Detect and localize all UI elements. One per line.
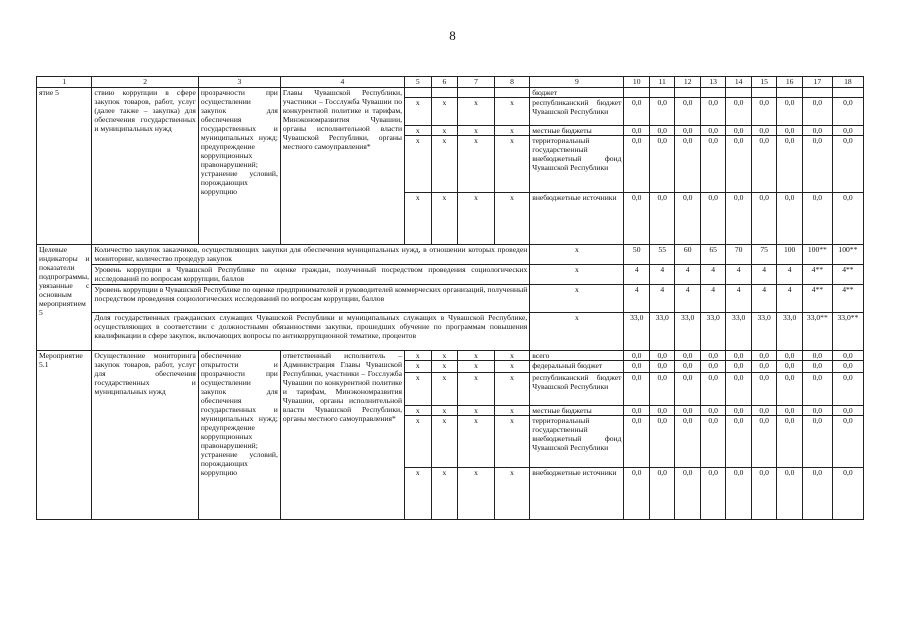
block1-description-cell: ствию коррупции в сфере закупок товаров, работ, услуг (далее также – закупка) для обеспечения государственных и муниципальных нужд (92, 88, 198, 245)
x-cell: x (494, 416, 529, 468)
value-cell: 0,0 (751, 416, 776, 468)
x-cell: x (458, 373, 495, 406)
value-cell: 0,0 (675, 126, 700, 136)
value-cell: 4** (832, 285, 863, 313)
value-cell: 33,0** (802, 313, 832, 351)
value-cell: 0,0 (751, 361, 776, 373)
value-cell: 0,0 (726, 98, 751, 126)
value-cell: 4 (751, 285, 776, 313)
value-cell: 33,0 (624, 313, 649, 351)
x-cell: x (405, 193, 432, 245)
value-cell: 0,0 (726, 361, 751, 373)
value-cell (649, 88, 674, 98)
value-cell: 0,0 (777, 193, 802, 245)
value-cell: 0,0 (649, 98, 674, 126)
indicator-row (37, 285, 864, 313)
funding-source-cell: территориальный государственный внебюджетный фонд Чувашской Республики (530, 136, 624, 193)
value-cell: 0,0 (675, 361, 700, 373)
value-cell: 0,0 (751, 468, 776, 520)
value-cell: 0,0 (832, 98, 863, 126)
x-cell: x (405, 416, 432, 468)
x-cell: x (494, 351, 529, 361)
column-header: 3 (198, 77, 280, 88)
value-cell (675, 88, 700, 98)
value-cell: 0,0 (649, 416, 674, 468)
value-cell: 0,0 (624, 373, 649, 406)
column-header: 17 (802, 77, 832, 88)
column-header: 4 (280, 77, 404, 88)
value-cell: 4** (802, 285, 832, 313)
value-cell: 0,0 (726, 351, 751, 361)
value-cell: 0,0 (751, 406, 776, 416)
value-cell: 0,0 (649, 468, 674, 520)
x-cell: x (494, 373, 529, 406)
x-cell: x (405, 126, 432, 136)
column-header: 1 (37, 77, 92, 88)
value-cell: 0,0 (832, 406, 863, 416)
value-cell: 0,0 (624, 351, 649, 361)
block1-goal-cell: прозрачности при осуществлении закупок для обеспечения государственных и муниципальных нужд; предупреждение коррупционных правонарушений; устранение условий, порождающих коррупцию (198, 88, 280, 245)
value-cell: 0,0 (649, 361, 674, 373)
value-cell: 0,0 (726, 193, 751, 245)
indicator-row (37, 265, 864, 285)
value-cell: 0,0 (832, 136, 863, 193)
x-cell: x (530, 285, 624, 313)
value-cell: 0,0 (624, 136, 649, 193)
value-cell: 60 (675, 245, 700, 265)
column-header: 12 (675, 77, 700, 88)
value-cell: 0,0 (624, 406, 649, 416)
value-cell: 0,0 (700, 136, 725, 193)
value-cell: 0,0 (802, 416, 832, 468)
value-cell: 0,0 (777, 361, 802, 373)
value-cell: 0,0 (832, 126, 863, 136)
value-cell: 0,0 (802, 468, 832, 520)
value-cell: 0,0 (700, 98, 725, 126)
value-cell: 0,0 (777, 406, 802, 416)
header-row (37, 77, 864, 88)
value-cell: 0,0 (675, 193, 700, 245)
x-cell: x (431, 136, 458, 193)
x-cell (405, 88, 432, 98)
value-cell: 0,0 (726, 416, 751, 468)
funding-source-cell: местные бюджеты (530, 126, 624, 136)
value-cell: 0,0 (675, 351, 700, 361)
indicator-text-cell: Количество закупок заказчиков, осуществляющих закупки для обеспечения муниципальных нужд, в отношении которых проведен мониторинг, количество процедур закупок (92, 245, 530, 265)
value-cell: 0,0 (700, 193, 725, 245)
value-cell: 0,0 (777, 126, 802, 136)
value-cell: 0,0 (700, 361, 725, 373)
value-cell: 4 (751, 265, 776, 285)
value-cell (802, 88, 832, 98)
column-header: 18 (832, 77, 863, 88)
value-cell (777, 88, 802, 98)
value-cell: 0,0 (777, 468, 802, 520)
value-cell (700, 88, 725, 98)
value-cell: 0,0 (675, 468, 700, 520)
block2-event-cell: Мероприятие 5.1 (37, 351, 92, 520)
value-cell: 0,0 (802, 98, 832, 126)
x-cell: x (458, 468, 495, 520)
column-header: 2 (92, 77, 198, 88)
value-cell: 4** (802, 265, 832, 285)
x-cell: x (530, 265, 624, 285)
value-cell: 4 (649, 285, 674, 313)
value-cell: 0,0 (726, 373, 751, 406)
table-row (37, 88, 864, 98)
value-cell: 0,0 (832, 193, 863, 245)
value-cell: 0,0 (624, 193, 649, 245)
value-cell: 4 (649, 265, 674, 285)
x-cell: x (458, 351, 495, 361)
x-cell: x (494, 193, 529, 245)
value-cell: 0,0 (802, 361, 832, 373)
value-cell: 4 (675, 265, 700, 285)
value-cell: 0,0 (700, 126, 725, 136)
value-cell: 65 (700, 245, 725, 265)
page-number: 8 (449, 28, 456, 43)
x-cell: x (405, 136, 432, 193)
block2-executor-cell: ответственный исполнитель – Администрация Главы Чувашской Республики, участники – Госслужба Чувашии по конкурентной политике и тарифам, Минэкономразвития Чувашии, органы исполнительной власти Чувашской Республики, органы местного самоуправления* (280, 351, 404, 520)
table-row (37, 351, 864, 361)
value-cell: 33,0** (832, 313, 863, 351)
value-cell: 50 (624, 245, 649, 265)
value-cell (832, 88, 863, 98)
column-header: 9 (530, 77, 624, 88)
value-cell: 0,0 (700, 416, 725, 468)
funding-source-cell: внебюджетные источники (530, 193, 624, 245)
x-cell: x (494, 98, 529, 126)
x-cell: x (405, 406, 432, 416)
column-header: 10 (624, 77, 649, 88)
x-cell: x (405, 351, 432, 361)
value-cell: 0,0 (751, 136, 776, 193)
x-cell: x (458, 98, 495, 126)
value-cell: 0,0 (832, 468, 863, 520)
x-cell: x (405, 373, 432, 406)
value-cell: 0,0 (649, 126, 674, 136)
value-cell (624, 88, 649, 98)
block1-executor-cell: Главы Чувашской Республики, участники – Госслужба Чувашии по конкурентной политике и тарифам, Минэкономразвития Чувашии, органы исполнительной власти Чувашской Республики, органы местного самоуправления* (280, 88, 404, 245)
value-cell: 0,0 (649, 406, 674, 416)
value-cell: 0,0 (777, 416, 802, 468)
column-header: 13 (700, 77, 725, 88)
value-cell: 0,0 (675, 406, 700, 416)
x-cell: x (405, 468, 432, 520)
value-cell: 0,0 (802, 126, 832, 136)
funding-source-cell: местные бюджеты (530, 406, 624, 416)
value-cell: 4 (624, 265, 649, 285)
value-cell: 0,0 (700, 373, 725, 406)
value-cell: 0,0 (832, 373, 863, 406)
value-cell: 33,0 (777, 313, 802, 351)
funding-source-cell: федеральный бюджет (530, 361, 624, 373)
value-cell: 0,0 (726, 136, 751, 193)
value-cell: 33,0 (649, 313, 674, 351)
value-cell: 0,0 (832, 351, 863, 361)
value-cell: 0,0 (802, 373, 832, 406)
x-cell: x (494, 468, 529, 520)
indicator-row (37, 245, 864, 265)
x-cell (458, 88, 495, 98)
x-cell: x (458, 126, 495, 136)
value-cell: 0,0 (802, 193, 832, 245)
x-cell: x (431, 406, 458, 416)
value-cell: 0,0 (624, 416, 649, 468)
value-cell: 0,0 (777, 351, 802, 361)
value-cell: 4** (832, 265, 863, 285)
value-cell: 0,0 (700, 351, 725, 361)
x-cell: x (431, 361, 458, 373)
value-cell: 0,0 (649, 351, 674, 361)
value-cell: 100** (802, 245, 832, 265)
value-cell: 0,0 (802, 136, 832, 193)
value-cell: 0,0 (649, 373, 674, 406)
value-cell: 33,0 (751, 313, 776, 351)
funding-source-cell: республиканский бюджет Чувашской Республики (530, 98, 624, 126)
value-cell: 0,0 (751, 98, 776, 126)
value-cell: 0,0 (777, 136, 802, 193)
value-cell: 0,0 (649, 193, 674, 245)
value-cell: 0,0 (624, 361, 649, 373)
indicators-label-cell: Целевые индикаторы и показатели подпрограммы, увязанные с основным мероприятием 5 (37, 245, 92, 351)
value-cell: 0,0 (649, 136, 674, 193)
value-cell: 100** (832, 245, 863, 265)
value-cell: 0,0 (802, 351, 832, 361)
x-cell: x (458, 361, 495, 373)
column-header: 6 (431, 77, 458, 88)
value-cell: 0,0 (700, 468, 725, 520)
value-cell: 0,0 (675, 136, 700, 193)
x-cell: x (431, 126, 458, 136)
column-header: 8 (494, 77, 529, 88)
x-cell: x (431, 193, 458, 245)
value-cell: 0,0 (751, 351, 776, 361)
x-cell: x (405, 98, 432, 126)
indicator-text-cell: Уровень коррупции в Чувашской Республике по оценке предпринимателей и руководителей коммерческих организаций, полученный посредством проведения социологических исследований по вопросам коррупции, баллов (92, 285, 530, 313)
x-cell: x (458, 416, 495, 468)
funding-source-cell: бюджет (530, 88, 624, 98)
indicator-text-cell: Уровень коррупции в Чувашской Республике по оценке граждан, полученный посредством проведения социологических исследований по вопросам коррупции, баллов (92, 265, 530, 285)
value-cell: 0,0 (832, 416, 863, 468)
value-cell: 4 (777, 285, 802, 313)
x-cell: x (431, 98, 458, 126)
value-cell: 0,0 (777, 98, 802, 126)
value-cell: 4 (777, 265, 802, 285)
value-cell: 4 (624, 285, 649, 313)
block2-description-cell: Осуществление мониторинга закупок товаров, работ, услуг для обеспечения государственных и муниципальных нужд (92, 351, 198, 520)
value-cell: 4 (726, 285, 751, 313)
value-cell: 75 (751, 245, 776, 265)
x-cell: x (494, 406, 529, 416)
value-cell: 4 (726, 265, 751, 285)
value-cell: 33,0 (675, 313, 700, 351)
value-cell: 4 (675, 285, 700, 313)
value-cell: 0,0 (624, 468, 649, 520)
funding-source-cell: всего (530, 351, 624, 361)
column-header: 15 (751, 77, 776, 88)
indicator-text-cell: Доля государственных гражданских служащих Чувашской Республики и муниципальных служащих в Чувашской Республике, осуществляющих в соответствии с должностными обязанностями закупки, прошедших обучение по программам повышения квалификации в сфере закупок, включающих вопросы по антикоррупционной тематике, процентов (92, 313, 530, 351)
value-cell: 0,0 (777, 373, 802, 406)
column-header: 16 (777, 77, 802, 88)
x-cell: x (431, 416, 458, 468)
value-cell: 0,0 (751, 193, 776, 245)
value-cell: 0,0 (700, 406, 725, 416)
x-cell: x (494, 361, 529, 373)
value-cell: 33,0 (700, 313, 725, 351)
indicator-row (37, 313, 864, 351)
x-cell (494, 88, 529, 98)
x-cell (431, 88, 458, 98)
value-cell: 0,0 (624, 126, 649, 136)
x-cell: x (431, 351, 458, 361)
x-cell: x (458, 136, 495, 193)
column-header: 7 (458, 77, 495, 88)
funding-source-cell: внебюджетные источники (530, 468, 624, 520)
value-cell: 0,0 (726, 468, 751, 520)
value-cell: 0,0 (675, 373, 700, 406)
value-cell: 70 (726, 245, 751, 265)
x-cell: x (431, 373, 458, 406)
column-header: 5 (405, 77, 432, 88)
value-cell: 0,0 (751, 126, 776, 136)
value-cell: 0,0 (802, 406, 832, 416)
column-header: 14 (726, 77, 751, 88)
column-header: 11 (649, 77, 674, 88)
value-cell (726, 88, 751, 98)
value-cell (751, 88, 776, 98)
funding-source-cell: республиканский бюджет Чувашской Республики (530, 373, 624, 406)
value-cell: 4 (700, 265, 725, 285)
x-cell: x (458, 406, 495, 416)
value-cell: 0,0 (675, 98, 700, 126)
value-cell: 55 (649, 245, 674, 265)
x-cell: x (405, 361, 432, 373)
value-cell: 0,0 (726, 126, 751, 136)
program-table (36, 76, 864, 520)
value-cell: 4 (700, 285, 725, 313)
x-cell: x (431, 468, 458, 520)
x-cell: x (494, 136, 529, 193)
x-cell: x (458, 193, 495, 245)
value-cell: 33,0 (726, 313, 751, 351)
x-cell: x (530, 245, 624, 265)
x-cell: x (494, 126, 529, 136)
value-cell: 100 (777, 245, 802, 265)
value-cell: 0,0 (751, 373, 776, 406)
x-cell: x (530, 313, 624, 351)
value-cell: 0,0 (832, 361, 863, 373)
block2-goal-cell: обеспечение открытости и прозрачности при осуществлении закупок для обеспечения государственных и муниципальных нужд; предупреждение коррупционных правонарушений; устранение условий, порождающих коррупцию (198, 351, 280, 520)
funding-source-cell: территориальный государственный внебюджетный фонд Чувашской Республики (530, 416, 624, 468)
value-cell: 0,0 (675, 416, 700, 468)
value-cell: 0,0 (726, 406, 751, 416)
block1-event-cell: ятие 5 (37, 88, 92, 245)
value-cell: 0,0 (624, 98, 649, 126)
